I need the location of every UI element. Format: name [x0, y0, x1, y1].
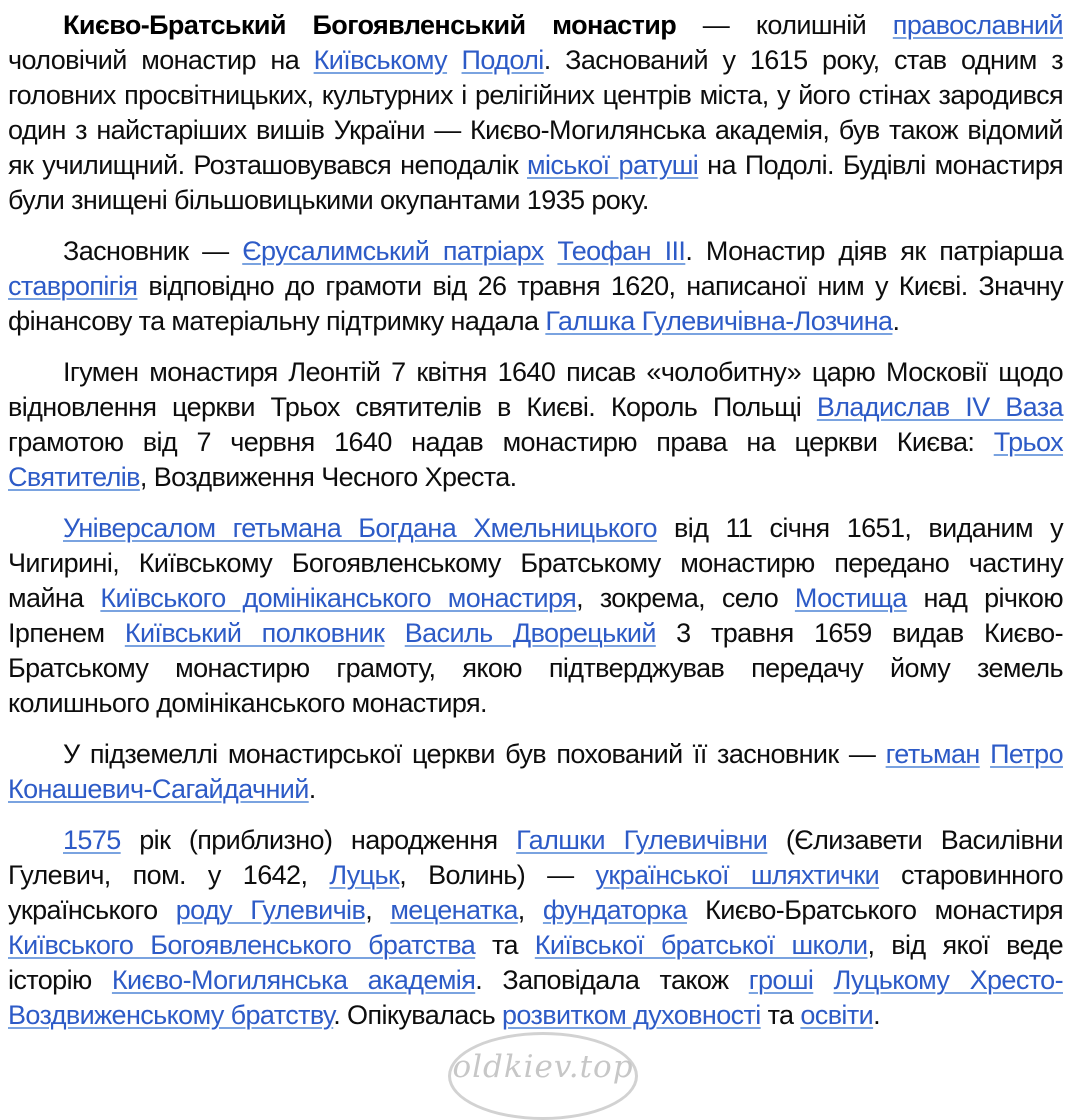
article-link[interactable]: Універсалом гетьмана Богдана Хмельницького: [63, 513, 657, 543]
article-link[interactable]: Теофан III: [557, 236, 686, 266]
article-link[interactable]: Києво-Могилянська академія: [111, 965, 476, 995]
text-run: над річкою Ірпенем: [8, 583, 1063, 648]
article-link[interactable]: Петро Конашевич-Сагайдачний: [8, 739, 1063, 804]
text-run: .: [892, 306, 900, 336]
text-run: . Опікувалась: [333, 1000, 502, 1030]
text-run: ,: [517, 895, 543, 925]
paragraph: [8, 355, 1063, 495]
article-link[interactable]: Єрусалимський патріарх: [242, 236, 544, 266]
article-link[interactable]: Київської братської школи: [534, 930, 868, 960]
article-link[interactable]: Подолі: [461, 45, 544, 75]
text-run: , Воздвиження Чесного Хреста.: [139, 462, 517, 492]
watermark-text: oldkiev.top: [452, 1049, 634, 1085]
article-link[interactable]: Київському: [313, 45, 448, 75]
text-run: грамотою від 7 червня 1640 надав монастирю права на церкви Києва:: [8, 427, 994, 457]
text-run: Києво-Братського монастиря: [686, 895, 1063, 925]
article-link[interactable]: Луцькому Хресто-Воздвиженському братству: [8, 965, 1063, 1030]
article-link[interactable]: гетьман: [885, 739, 980, 769]
text-run: . Монастир діяв як патріарша: [685, 236, 1064, 266]
article-link[interactable]: міської ратуші: [527, 150, 699, 180]
article-link[interactable]: Галшки Гулевичівни: [516, 825, 768, 855]
text-run: Ігумен монастиря Леонтій 7 квітня 1640 писав «чолобитну» царю Московії щодо відновлення церкви Трьох святителів в Києві. Король Польщі: [8, 357, 1063, 422]
text-run: — колишній: [676, 10, 893, 40]
text-run: . Заповідала також: [475, 965, 749, 995]
text-run: , зокрема, село: [576, 583, 795, 613]
article-link[interactable]: меценатка: [390, 895, 518, 925]
article-link[interactable]: Трьох Святителів: [8, 427, 1063, 492]
text-run: 3 травня 1659 видав Києво-Братському монастирю грамоту, якою підтверджував передачу йому земель колишнього домініканського монастиря.: [8, 618, 1063, 718]
text-run: Засновник —: [63, 236, 243, 266]
text-run: .: [873, 1000, 880, 1030]
text-run: рік (приблизно) народження: [120, 825, 517, 855]
text-run: [447, 45, 462, 75]
text-run: старовинного українського: [8, 860, 1063, 925]
text-run: на Подолі. Будівлі монастиря були знищені більшовицькими окупантами 1935 року.: [8, 150, 1064, 215]
article-link[interactable]: Київський полковник: [124, 618, 385, 648]
text-run: та: [760, 1000, 801, 1030]
text-run: У підземеллі монастирської церкви був похований її засновник —: [63, 739, 886, 769]
text-run: [980, 739, 990, 769]
article-link[interactable]: фундаторка: [542, 895, 687, 925]
article-link[interactable]: ставропігія: [8, 271, 138, 301]
text-run: . Заснований у 1615 року, став одним з головних просвітницьких, культурних і релігійних центрів міста, у його стінах зародився один з найстаріших вишів України — Києво-Могилянська академія, був також відомий як училищний. Розташовувався неподалік: [8, 45, 1064, 180]
text-run: ,: [365, 895, 391, 925]
article-link[interactable]: Василь Дворецький: [404, 618, 656, 648]
text-run: .: [308, 774, 316, 804]
article-link[interactable]: Владислав IV Ваза: [816, 392, 1063, 422]
paragraph: [8, 511, 1063, 721]
article-link[interactable]: Київського домініканського монастиря: [100, 583, 577, 613]
article-link[interactable]: православний: [892, 10, 1063, 40]
article-link[interactable]: Київського Богоявленського братства: [8, 930, 476, 960]
watermark: [448, 1032, 638, 1120]
text-run: від 11 січня 1651, виданим у Чигирині, Київському Богоявленському Братському монастирю передано частину майна: [8, 513, 1063, 613]
paragraph: [8, 823, 1063, 1033]
article-link[interactable]: роду Гулевичів: [175, 895, 366, 925]
text-run: [544, 236, 558, 266]
article-link[interactable]: Луцьк: [329, 860, 400, 890]
text-run: чоловічий монастир на: [8, 45, 314, 75]
text-run: та: [475, 930, 535, 960]
text-run: , від якої веде історію: [8, 930, 1064, 995]
text-run: [813, 965, 833, 995]
text-run: [384, 618, 404, 648]
paragraph: [8, 234, 1063, 339]
article-link[interactable]: освіти: [800, 1000, 874, 1030]
text-run: відповідно до грамоти від 26 травня 1620, написаної ним у Києві. Значну фінансову та матеріальну підтримку надала: [8, 271, 1063, 336]
article-link[interactable]: 1575: [63, 825, 121, 855]
text-run: (Єлизавети Василівни Гулевич, пом. у 1642,: [8, 825, 1063, 890]
paragraph: [8, 737, 1063, 807]
paragraph: [8, 8, 1063, 218]
text-run: , Волинь) —: [399, 860, 596, 890]
article-link[interactable]: гроші: [748, 965, 814, 995]
article-link[interactable]: Мостища: [794, 583, 907, 613]
article-link[interactable]: розвитком духовності: [501, 1000, 761, 1030]
article-link[interactable]: української шляхтички: [595, 860, 880, 890]
article-title-bold: Києво-Братський Богоявленський монастир: [63, 10, 677, 40]
article-link[interactable]: Галшка Гулевичівна-Лозчина: [545, 306, 893, 336]
